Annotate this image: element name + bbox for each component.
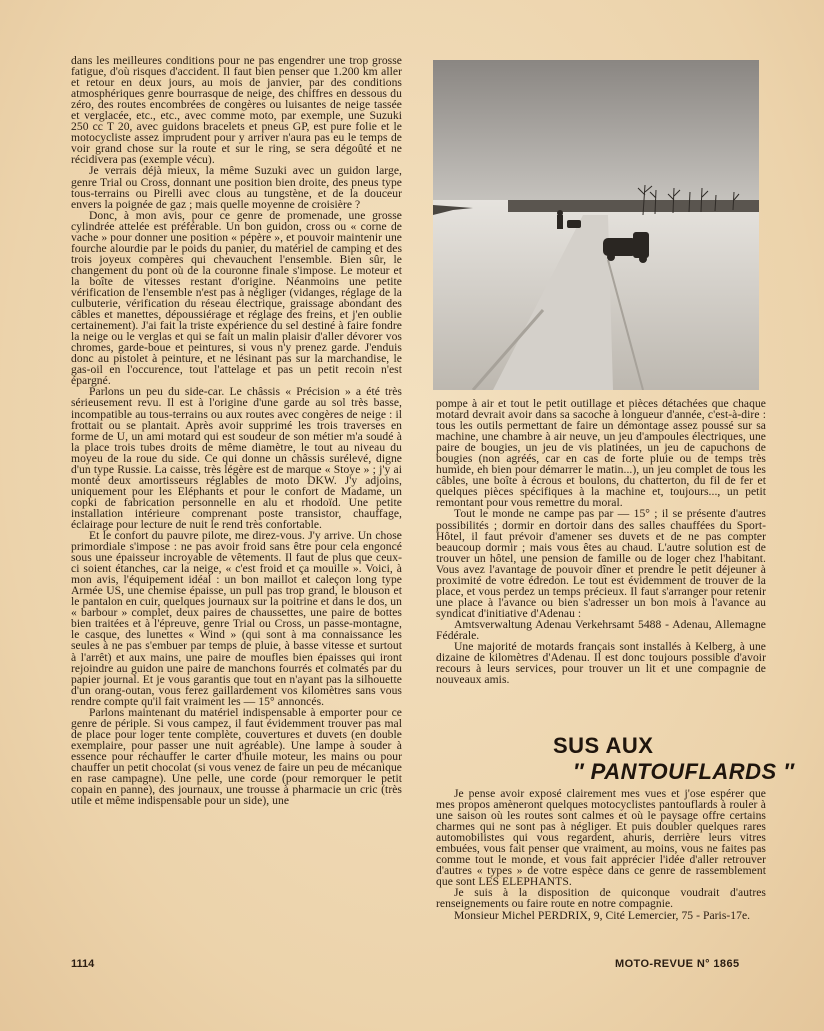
- snow-road-photo: [433, 60, 759, 390]
- left-column: [71, 55, 402, 806]
- heading-line-2: ″ PANTOUFLARDS ″: [573, 759, 795, 784]
- paragraph: Je pense avoir exposé clairement mes vues et j'ose espérer que mes propos amèneront quelques motocyclistes pantouflards à rouler à une saison où les routes sont calmes et où le paysage offre certains charmes qui ne sont pas à négliger. Et puis doubler quelques rares automobilistes qui vous regardent, ahuris, derrière leurs vitres embuées, vous fait penser que vraiment, au moins, vous ne faites pas comme tout le monde, et vous fait apprécier l'idée d'aller retrouver d'autres « types » de votre espèce dans ce genre de rassemblement que sont LES ELEPHANTS.: [436, 787, 766, 889]
- paragraph: Parlons maintenant du matériel indispensable à emporter pour ce genre de périple. Si vous campez, il faut évidemment trouver pas mal de place pour loger tente complète, couvertures et duvets (en double exemplaire, pour passer une nuit agréable). Une lampe à souder à essence pour réchauffer le carter d'huile moteur, les mains ou pour chauffer un petit chocolat (si vous venez de faire un peu de mécanique en rase campagne). Une pelle, une corde (pour remorquer le petit copain en panne), des journaux, une trousse à pharmacie un cric (très utile et même indispensable pour un side), une: [71, 705, 402, 808]
- paragraph: Je verrais déjà mieux, la même Suzuki avec un guidon large, genre Trial ou Cross, donnant une position bien droite, des pneus type tous-terrains ou Pirelli avec clous au tungstène, et de la douceur envers la poignée de gaz ; mais quelle moyenne de croisière ?: [71, 164, 402, 211]
- paragraph: Je suis à la disposition de quiconque voudrait d'autres renseignements ou faire route en notre compagnie.: [436, 886, 766, 911]
- right-column-top: [436, 398, 766, 685]
- paragraph: Parlons un peu du side-car. Le châssis « Précision » a été très sérieusement revu. Il est à l'origine d'une garde au sol très basse, incompatible au tous-terrains ou aux routes avec congères de neige : il frottait ou se plantait. Après avoir supprimé les trois traverses en forme de U, un ami motard qui est soudeur de son métier m'a soudé à la place trois tubes droits de même diamètre, le tout au niveau du moyeu de la roue du side. Ce qui donne un châssis surélevé, digne d'un type Russie. La caisse, très légère est de marque « Stoye » ; j'y ai monté deux amortisseurs réglables de moto DKW. J'y adjoins, uniquement pour les Eléphants et pour le confort de Madame, un copki de fabrication personnelle en alu et rhodoïd. Une petite installation intérieure comprenant poste transistor, chauffage, éclairage pour lecture de nuit le rend très confortable.: [71, 385, 402, 531]
- heading-line-1: SUS AUX: [553, 733, 654, 758]
- paragraph: Monsieur Michel PERDRIX, 9, Cité Lemercier, 75 - Paris-17e.: [454, 908, 751, 922]
- paragraph: Amtsverwaltung Adenau Verkehrsamt 5488 - Adenau, Allemagne Fédérale.: [436, 617, 766, 642]
- paragraph: Une majorité de motards français sont installés à Kelberg, à une dizaine de kilomètres d'Adenau. Il est donc toujours possible d'avoir recours à leurs services, pour trouver un lit et une compagnie de nouveaux amis.: [436, 640, 766, 687]
- magazine-issue: MOTO-REVUE N° 1865: [615, 958, 740, 970]
- paragraph: Donc, à mon avis, pour ce genre de promenade, une grosse cylindrée attelée est préférable. Un bon guidon, cross ou « corne de vache » pour donner une position « pépère », et pouvoir maintenir une fourche alourdie par le poids du panier, du matériel de camping et des trois joyeux compères qui chevauchent l'ensemble. Bien sûr, le changement du pont où de la couronne finale s'impose. Le moteur et la boîte de vitesses restant d'origine. Néanmoins une petite vérification de l'ensemble n'est pas à négliger (vidanges, réglage de la culbuterie, vérification du réseau électrique, graissage abondant des câbles et manettes, dépoussiérage et réglage des freins, et j'en oublie certainement). J'ai fait la triste expérience du sel destiné à faire fondre la neige ou le verglas et qui se fait un malin plaisir d'aller dévorer vos chromes, garde-boue et peintures, si vous n'y prenez garde. J'enduis donc au pistolet à peinture, et ne lésinant pas sur la marchandise, le gas-oil en l'occurence, tout l'attelage et pas un petit recoin n'est épargné.: [71, 208, 402, 388]
- section-heading: [553, 733, 795, 785]
- right-column-bottom: [436, 788, 766, 921]
- paragraph: Tout le monde ne campe pas par — 15° ; il se présente d'autres possibilités ; dormir en dortoir dans des salles chauffées du Sport-Hôtel, il faut prévoir d'amener ses duvets et de ne pas compter beaucoup dormir ; mais vous êtes au chaud. L'autre solution est de trouver un hôtel, une pension de famille ou de loger chez l'habitant. Vous avez l'avantage de pouvoir dîner et prendre le petit déjeuner à proximité de votre édredon. Le tout est évidemment de trouver de la place, et vous perdez un temps précieux. Il faut s'arranger pour retenir une place à l'avance ou bien s'adresser un bon mois à l'avance au syndicat d'initiative d'Adenau :: [436, 507, 766, 620]
- paragraph: Et le confort du pauvre pilote, me direz-vous. J'y arrive. Un chose primordiale s'impose : ne pas avoir froid sans être pour cela engoncé sous une épaisseur incroyable de vêtements. Il faut de plus que ceux-ci soient étanches, car la neige, « c'est froid et ça mouille ». Voici, à mon avis, l'équipement idéal : un bon maillot et caleçon long type Armée US, une chemise épaisse, un pull pas trop grand, le blouson et le pantalon en cuir, quelques journaux sur la poitrine et dans le dos, un « barbour » complet, deux paires de chaussettes, une paire de bottes bien traitées et à l'épreuve, genre Trial ou Cross, un passe-montagne, le casque, des lunettes « Wind » (qui sont à ma connaissance les seules à ne pas s'embuer par temps de pluie, à basse vitesse et surtout à l'arrêt) et aux mains, une paire de moufles bien épaisses qui iront rejoindre au guidon une paire de manchons fourrés et colmatés par du papier journal. Et je vous garantis que tout en n'ayant pas la silhouette d'un orang-outan, vous ferez gaillardement vos kilomètres sans vous rendre compte qu'il fait vraiment les — 15° annoncés.: [71, 529, 402, 708]
- page-number: 1114: [71, 958, 95, 970]
- paragraph: pompe à air et tout le petit outillage et pièces détachées que chaque motard devrait avoir dans sa sacoche à longueur d'année, c'est-à-dire : tous les outils permettant de faire un démontage assez poussé sur sa machine, une chambre à air neuve, un jeu d'ampoules électriques, une paire de bougies, un jeu de vis platinées, un jeu de capuchons de bougies (non agréés, car en cas de forte pluie ou de temps très humide, eh bien pour démarrer le matin...), un jeu complet de tous les câbles, une boîte à écrous et boulons, du chatterton, du fil de fer et quelques pièces spécifiques à la machine et, toujours..., un petit remontant pour vous remettre du moral.: [436, 397, 766, 510]
- paragraph: dans les meilleures conditions pour ne pas engendrer une trop grosse fatigue, d'où risques d'accident. Il faut bien penser que 1.200 km aller et retour en deux jours, au mois de janvier, par des conditions atmosphériques genre bourrasque de neige, des chiffres en dessous du zéro, des routes encombrées de congères ou luisantes de neige tassée et verglacée, etc., etc., avec comme moto, par exemple, une Suzuki 250 cc T 20, avec guidons bracelets et pneus GP, est pure folie et le motocycliste assez imprudent pour y arriver n'aura pas eu le temps de voir grand chose sur la route et sur le ring, se sera dégoûté et ne récidivera pas (exemple vécu).: [71, 54, 402, 167]
